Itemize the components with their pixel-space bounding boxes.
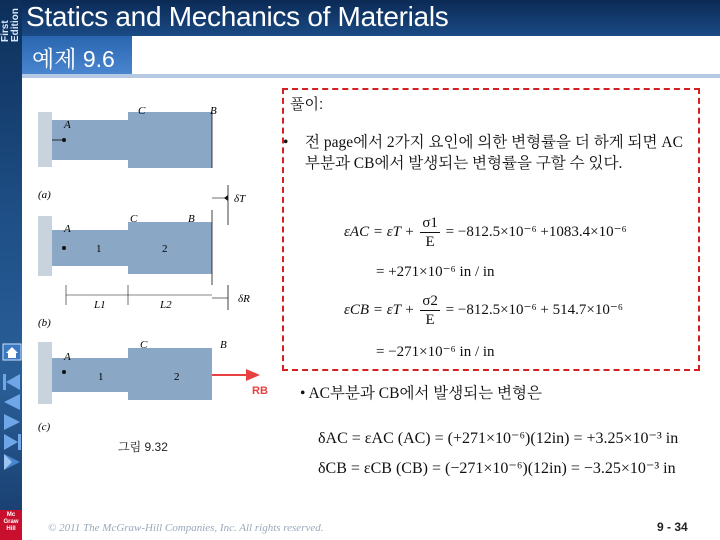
label-b-mid: B xyxy=(188,213,195,225)
bar-c-segment1 xyxy=(52,358,128,392)
eq1-numerator: σ1 xyxy=(422,215,438,231)
example-title: 예제 9.6 xyxy=(32,46,115,72)
next-slide-button[interactable] xyxy=(2,413,22,431)
eq2-numerator: σ2 xyxy=(422,293,438,309)
solution-label: 풀이: xyxy=(290,96,324,113)
label-a-top: A xyxy=(64,119,71,131)
return-button[interactable] xyxy=(2,453,22,471)
page-title: Statics and Mechanics of Materials xyxy=(26,1,449,32)
equation-2 xyxy=(344,292,623,329)
wall-a xyxy=(38,112,52,167)
first-slide-button[interactable] xyxy=(2,373,22,391)
last-slide-button[interactable] xyxy=(2,433,22,451)
label-rb: RB xyxy=(252,385,268,397)
home-icon xyxy=(2,343,22,361)
logo-text-3: Hill xyxy=(6,526,16,532)
label-c-mid: C xyxy=(130,213,138,225)
tag-a: (a) xyxy=(38,189,51,201)
subtitle-tab xyxy=(22,36,132,74)
equation-1-result: = +271×10⁻⁶ in / in xyxy=(376,264,495,280)
label-b-bot: B xyxy=(220,339,227,351)
return-icon xyxy=(2,453,22,471)
label-b-top: B xyxy=(210,105,217,117)
wall-b xyxy=(38,216,52,276)
eq2-lhs: εCB = εT + xyxy=(344,301,415,318)
bar-a-segment2 xyxy=(128,112,212,168)
force-rb-arrow xyxy=(246,369,260,381)
edition-label xyxy=(0,0,22,44)
eq1-denominator: E xyxy=(425,234,435,250)
bullet-1-text: 전 page에서 2가지 요인에 의한 변형률을 더 하게 되면 AC부분과 CB에서 발생되는 변형률을 구할 수 있다. xyxy=(305,134,683,172)
logo-text-2: Graw xyxy=(3,519,19,525)
label-seg1: 1 xyxy=(96,243,102,255)
solution-bullet-1 xyxy=(283,132,693,174)
label-seg2b: 2 xyxy=(174,371,180,383)
solution-bullet-2 xyxy=(300,381,542,403)
equation-4: δCB = εCB (CB) = (−271×10⁻⁶)(12in) = −3.25×10⁻³ in xyxy=(318,460,676,477)
label-delta-t: δT xyxy=(234,193,246,205)
bar-b-segment2 xyxy=(128,222,212,274)
publisher-logo xyxy=(0,510,22,540)
eq2-rhs: = −812.5×10⁻⁶ + 514.7×10⁻⁶ xyxy=(445,301,623,318)
eq2-denominator: E xyxy=(425,312,435,328)
copyright-notice: © 2011 The McGraw-Hill Companies, Inc. All rights reserved. xyxy=(48,522,324,534)
last-icon xyxy=(2,433,22,451)
eq1-rhs: = −812.5×10⁻⁶ +1083.4×10⁻⁶ xyxy=(445,223,627,240)
label-delta-r: δR xyxy=(238,293,250,305)
bullet-dot-2: • xyxy=(300,385,309,402)
label-l1: L1 xyxy=(94,299,106,311)
wall-c xyxy=(38,342,52,404)
equation-1 xyxy=(344,214,627,251)
equation-3: δAC = εAC (AC) = (+271×10⁻⁶)(12in) = +3.25×10⁻³ in xyxy=(318,430,679,447)
eq1-fraction xyxy=(420,214,440,251)
page-number: 9 - 34 xyxy=(657,520,688,534)
bar-diagram xyxy=(34,90,279,435)
label-c-bot: C xyxy=(140,339,148,351)
title-bar xyxy=(22,0,720,36)
logo-text-1: Mc xyxy=(6,512,16,518)
bullet-2-text: AC부분과 CB에서 발생되는 변형은 xyxy=(308,385,542,402)
label-seg1b: 1 xyxy=(98,371,104,383)
eq1-lhs: εAC = εT + xyxy=(344,223,415,240)
previous-slide-button[interactable] xyxy=(2,393,22,411)
label-l2: L2 xyxy=(160,299,172,311)
label-a-mid: A xyxy=(64,223,71,235)
edition-line2: Edition xyxy=(10,8,21,42)
label-seg2: 2 xyxy=(162,243,168,255)
next-icon xyxy=(2,413,22,431)
tag-b: (b) xyxy=(38,317,51,329)
label-c-top: C xyxy=(138,105,146,117)
equation-2-result: = −271×10⁻⁶ in / in xyxy=(376,344,495,360)
home-button[interactable] xyxy=(2,343,22,361)
label-a-bot: A xyxy=(64,351,71,363)
header-band xyxy=(22,74,720,78)
previous-icon xyxy=(2,393,22,411)
eq2-fraction xyxy=(420,292,440,329)
bar-c-segment2 xyxy=(128,348,212,400)
first-icon xyxy=(2,373,22,391)
bullet-dot: • xyxy=(283,134,289,151)
figure-caption: 그림 9.32 xyxy=(118,440,168,454)
tag-c: (c) xyxy=(38,421,51,433)
edition-line1: First xyxy=(0,20,11,42)
bar-figure xyxy=(34,90,279,435)
